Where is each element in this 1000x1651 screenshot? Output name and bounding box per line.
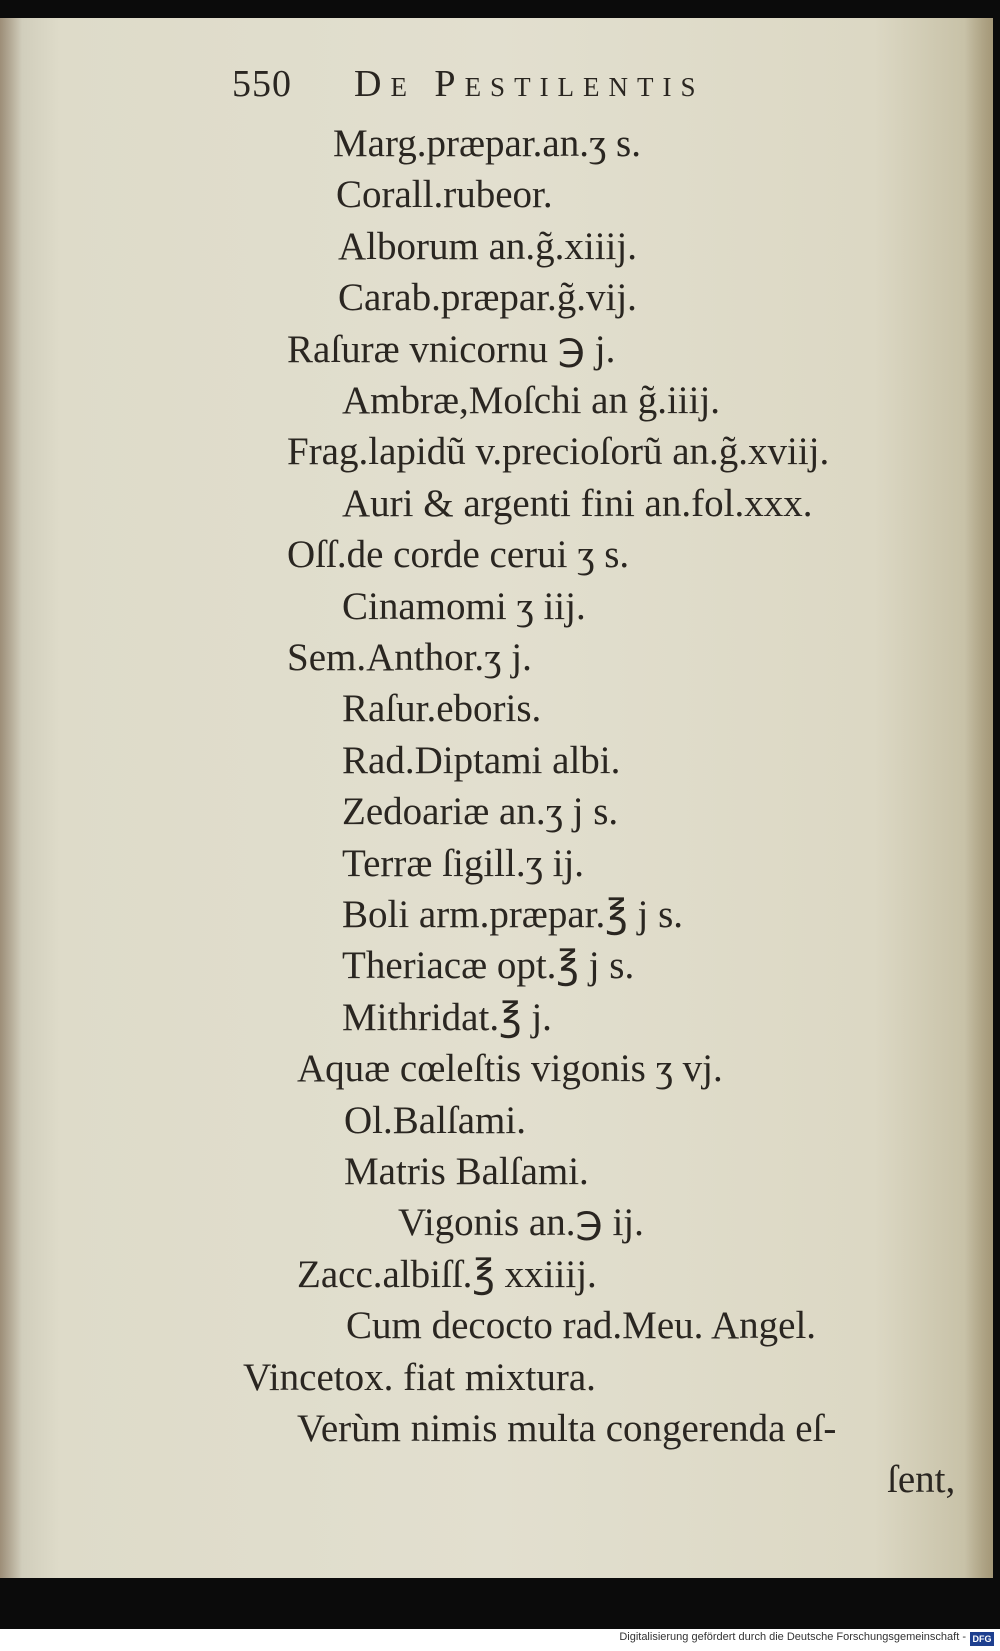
text-line: Terræ ſigill.ʒ ij.	[342, 842, 585, 885]
text-line: Ambræ,Moſchi an g̃.iiij.	[342, 379, 721, 422]
text-line: Oſſ.de corde cerui ʒ s.	[287, 533, 630, 576]
text-line: Cum decocto rad.Meu. Angel.	[346, 1304, 817, 1347]
funding-credit: Digitalisierung gefördert durch die Deutsche Forschungsgemeinschaft -	[619, 1631, 966, 1643]
text-line: Alborum an.g̃.xiiij.	[338, 225, 637, 268]
text-line: Verùm nimis multa congerenda eſ-	[297, 1407, 837, 1450]
running-head	[232, 62, 832, 106]
dfg-logo: DFG	[970, 1632, 994, 1646]
text-line: Auri & argenti fini an.fol.xxx.	[342, 482, 813, 525]
page-left-edge	[0, 18, 22, 1578]
running-title: De Pestilentis	[354, 63, 705, 105]
text-line: Cinamomi ʒ iij.	[342, 585, 586, 628]
text-line: Raſuræ vnicornu ℈ j.	[287, 328, 616, 371]
text-line: Ol.Balſami.	[344, 1099, 526, 1142]
text-line: Matris Balſami.	[344, 1150, 589, 1193]
page-number: 550	[232, 63, 292, 105]
text-line: Vigonis an.℈ ij.	[398, 1201, 644, 1244]
text-line: Corall.rubeor.	[336, 173, 553, 216]
text-line: Aquæ cœleſtis vigonis ʒ vj.	[297, 1047, 723, 1090]
text-line: Mithridat.℥ j.	[342, 996, 552, 1039]
text-line: Marg.præpar.an.ʒ s.	[333, 122, 641, 165]
page-spine-shadow	[965, 18, 993, 1578]
text-line: Rad.Diptami albi.	[342, 739, 621, 782]
book-page	[0, 18, 993, 1578]
text-line: Raſur.eboris.	[342, 687, 542, 730]
text-line: Theriacæ opt.℥ j s.	[342, 944, 635, 987]
text-line: Zacc.albiſſ.℥ xxiiij.	[297, 1253, 597, 1296]
text-line: Sem.Anthor.ʒ j.	[287, 636, 532, 679]
text-line: Vincetox. fiat mixtura.	[243, 1356, 596, 1399]
text-line: Frag.lapidũ v.precioſorũ an.g̃.xviij.	[287, 430, 830, 473]
text-line: ſent,	[887, 1458, 956, 1501]
text-line: Carab.præpar.g̃.vij.	[338, 276, 637, 319]
text-line: Boli arm.præpar.℥ j s.	[342, 893, 684, 936]
text-line: Zedoariæ an.ʒ j s.	[342, 790, 619, 833]
